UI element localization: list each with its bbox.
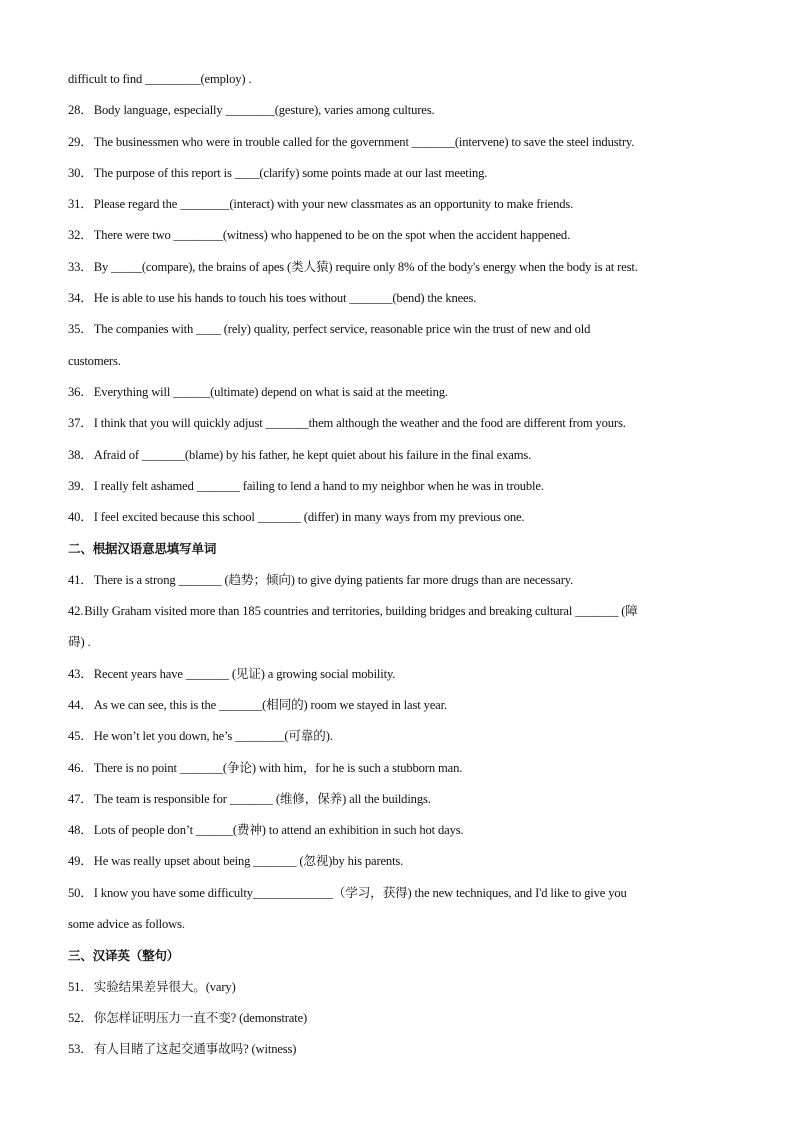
question-number: 53． — [68, 1042, 93, 1057]
question-item — [68, 1003, 728, 1034]
question-text: Please regard the ________(interact) with your new classmates as an opportunity to make friends. — [93, 197, 574, 212]
question-item — [68, 440, 728, 471]
question-number: 44． — [68, 697, 93, 712]
continuation-text: difficult to find _________(employ) . — [68, 72, 252, 86]
question-text: He was really upset about being _______ (忽视)by his parents. — [93, 854, 404, 869]
question-text: There is no point _______(争论) with him，for he is such a stubborn man. — [93, 760, 463, 775]
continuation-text: some advice as follows. — [68, 917, 185, 932]
question-number: 36． — [68, 384, 93, 399]
question-number: 51． — [68, 979, 93, 994]
question-text: By _____(compare), the brains of apes (类人猿) require only 8% of the body's energy when the body is at rest. — [93, 259, 638, 274]
question-text: I feel excited because this school _______ (differ) in many ways from my previous one. — [93, 510, 525, 525]
question-number: 33． — [68, 259, 93, 274]
question-text: The businessmen who were in trouble called for the government _______(intervene) to save the steel industry. — [93, 134, 635, 149]
question-item — [68, 377, 728, 408]
question-item — [68, 127, 728, 158]
question-number: 48． — [68, 823, 93, 838]
question-text: He is able to use his hands to touch his toes without _______(bend) the knees. — [93, 291, 477, 306]
question-text: The purpose of this report is ____(clarify) some points made at our last meeting. — [93, 165, 488, 180]
question-number: 30． — [68, 165, 93, 180]
question-text: 实验结果差异很大。(vary) — [93, 979, 236, 994]
question-text: 有人目睹了这起交通事故吗? (witness) — [93, 1042, 297, 1057]
question-text: Recent years have _______ (见证) a growing social mobility. — [93, 666, 396, 681]
question-number: 42. — [68, 604, 84, 619]
question-number: 40． — [68, 510, 93, 525]
question-item — [68, 158, 728, 189]
question-item — [68, 596, 728, 627]
question-text: I really felt ashamed _______ failing to lend a hand to my neighbor when he was in trouble. — [93, 478, 544, 493]
question-item — [68, 846, 728, 877]
question-text: There were two ________(witness) who happened to be on the spot when the accident happened. — [93, 228, 571, 243]
question-text: Body language, especially ________(gesture), varies among cultures. — [93, 103, 435, 118]
question-item — [68, 1034, 728, 1065]
question-number: 50． — [68, 885, 93, 900]
question-item — [68, 690, 728, 721]
question-text: There is a strong _______ (趋势；倾向) to give dying patients far more drugs than are necessary. — [93, 572, 574, 587]
question-item — [68, 314, 728, 345]
continuation-text: 碍) . — [68, 635, 91, 650]
question-text: The team is responsible for _______ (维修，保养) all the buildings. — [93, 791, 431, 806]
question-text: Afraid of _______(blame) by his father, he kept quiet about his failure in the final exams. — [93, 447, 532, 462]
question-number: 29． — [68, 134, 93, 149]
question-text: Lots of people don’t ______(费神) to attend an exhibition in such hot days. — [93, 823, 464, 838]
question-text: I know you have some difficulty_____________（学习，获得) the new techniques, and I'd like to give you — [93, 885, 627, 900]
question-item — [68, 502, 728, 533]
section-heading: 三、汉译英（整句） — [68, 948, 180, 964]
question-number: 52． — [68, 1010, 93, 1025]
question-number: 46． — [68, 760, 93, 775]
question-number: 35． — [68, 322, 93, 337]
question-item — [68, 189, 728, 220]
question-item — [68, 878, 728, 909]
question-item — [68, 972, 728, 1003]
question-number: 39． — [68, 478, 93, 493]
question-item — [68, 220, 728, 251]
question-item — [68, 252, 728, 283]
question-item — [68, 784, 728, 815]
question-number: 43． — [68, 666, 93, 681]
question-number: 28． — [68, 103, 93, 118]
question-number: 47． — [68, 791, 93, 806]
question-number: 37． — [68, 416, 93, 431]
worksheet-page — [68, 64, 728, 1066]
section-heading: 二、根据汉语意思填写单词 — [68, 541, 217, 557]
question-item — [68, 565, 728, 596]
question-item — [68, 721, 728, 752]
question-number: 41． — [68, 572, 93, 587]
question-number: 32． — [68, 228, 93, 243]
question-text: 你怎样证明压力一直不变? (demonstrate) — [93, 1010, 308, 1025]
question-item — [68, 408, 728, 439]
question-number: 34． — [68, 291, 93, 306]
question-number: 49． — [68, 854, 93, 869]
question-text: The companies with ____ (rely) quality, perfect service, reasonable price win the trust of new and old — [93, 322, 591, 337]
question-text: Everything will ______(ultimate) depend on what is said at the meeting. — [93, 384, 448, 399]
question-number: 38． — [68, 447, 93, 462]
question-item — [68, 659, 728, 690]
question-number: 45． — [68, 729, 93, 744]
question-item — [68, 95, 728, 126]
question-item — [68, 753, 728, 784]
question-text: As we can see, this is the _______(相同的) room we stayed in last year. — [93, 697, 447, 712]
question-number: 31． — [68, 197, 93, 212]
question-item — [68, 283, 728, 314]
question-text: He won’t let you down, he’s ________(可靠的). — [93, 729, 333, 744]
question-item — [68, 471, 728, 502]
question-item — [68, 815, 728, 846]
question-text: Billy Graham visited more than 185 countries and territories, building bridges and breaking cultural _______ (障 — [84, 604, 638, 619]
continuation-text: customers. — [68, 353, 121, 368]
question-text: I think that you will quickly adjust _______them although the weather and the food are different from yours. — [93, 416, 626, 431]
